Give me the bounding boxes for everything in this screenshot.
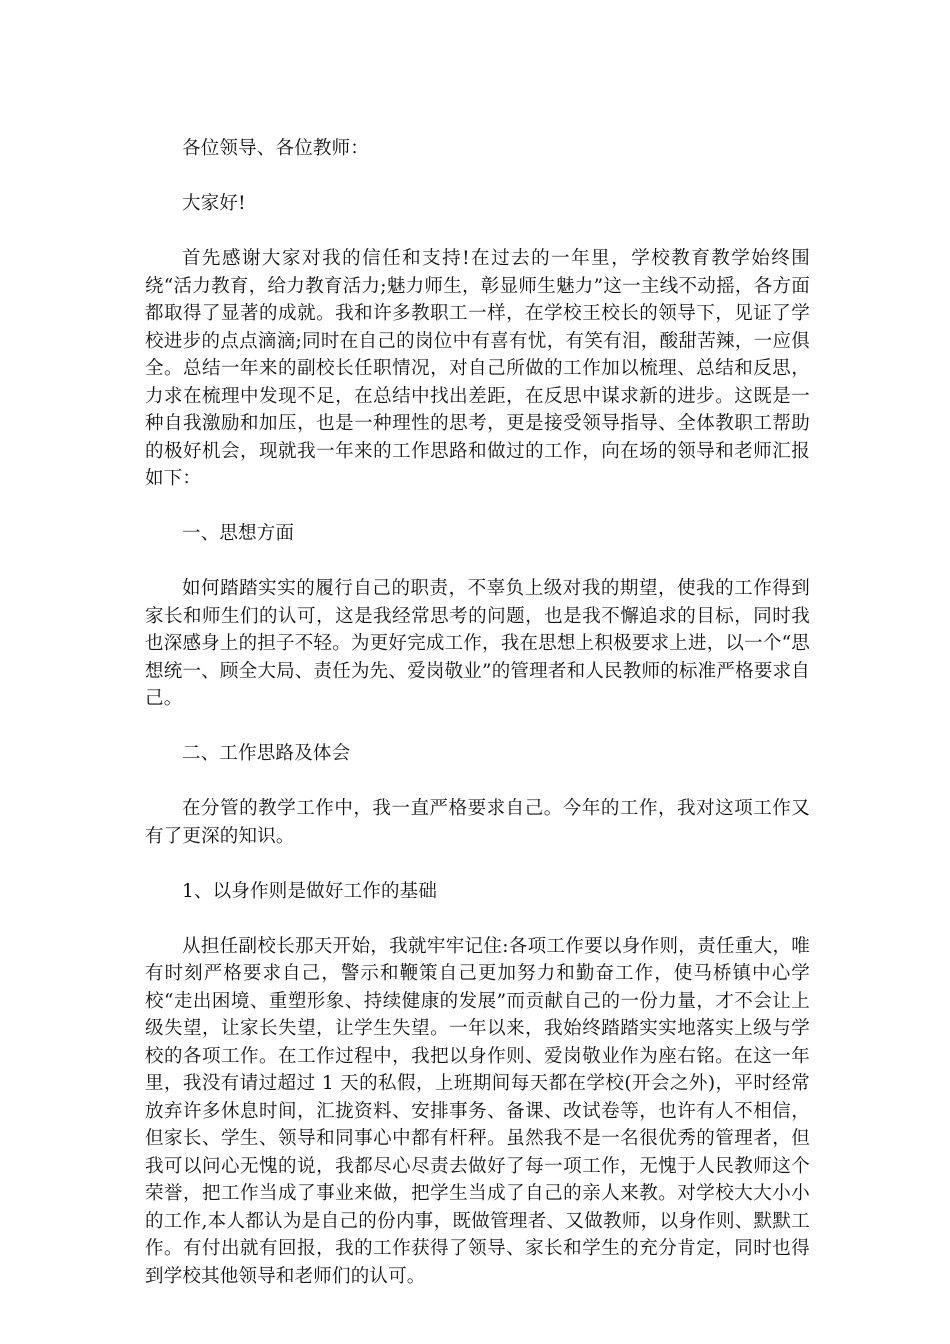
- section2-paragraph: 在分管的教学工作中，我一直严格要求自己。今年的工作，我对这项工作又有了更深的知识。: [145, 798, 810, 847]
- section1-paragraph: 如何踏踏实实的履行自己的职责，不辜负上级对我的期望，使我的工作得到家长和师生们的认可，这是我经常思考的问题，也是我不懈追求的目标，同时我也深感身上的担子不轻。为更好完成工作，我在思想上积极要求上进，以一个“思想统一、顾全大局、责任为先、爱岗敬业”的管理者和人民教师的标准严格要求自己。: [145, 578, 810, 709]
- hello-line: 大家好!: [182, 193, 246, 214]
- subsection1-heading: 1、以身作则是做好工作的基础: [182, 880, 438, 902]
- document-body: [145, 135, 810, 1318]
- section1-heading: 一、思想方面: [182, 523, 295, 544]
- section2-heading: 二、工作思路及体会: [182, 743, 351, 764]
- intro-paragraph: 首先感谢大家对我的信任和支持!在过去的一年里，学校教育教学始终围绕“活力教育，给力教育活力;魅力师生，彰显师生魅力”这一主线不动摇，各方面都取得了显著的成就。我和许多教职工一样，在学校王校长的领导下，见证了学校进步的点点滴滴;同时在自己的岗位中有喜有忧，有笑有泪，酸甜苦辣，一应俱全。总结一年来的副校长任职情况，对自己所做的工作加以梳理、总结和反思，力求在梳理中发现不足，在总结中找出差距，在反思中谋求新的进步。这既是一种自我激励和加压，也是一种理性的思考，更是接受领导指导、全体教职工帮助的极好机会，现就我一年来的工作思路和做过的工作，向在场的领导和老师汇报如下：: [145, 248, 810, 489]
- subsection1-paragraph: 从担任副校长那天开始，我就牢牢记住:各项工作要以身作则，责任重大，唯有时刻严格要求自己，警示和鞭策自己更加努力和勤奋工作，使马桥镇中心学校“走出困境、重塑形象、持续健康的发展”而贡献自己的一份力量，才不会让上级失望，让家长失望，让学生失望。一年以来，我始终踏踏实实地落实上级与学校的各项工作。在工作过程中，我把以身作则、爱岗敬业作为座右铭。在这一年里，我没有请过超过 1 天的私假，上班期间每天都在学校(开会之外)，平时经常放弃许多休息时间，汇拢资料、安排事务、备课、改试卷等，也许有人不相信，但家长、学生、领导和同事心中都有杆秤。虽然我不是一名很优秀的管理者，但我可以问心无愧的说，我都尽心尽责去做好了每一项工作，无愧于人民教师这个荣誉，把工作当成了事业来做，把学生当成了自己的亲人来教。对学校大大小小的工作,本人都认为是自己的份内事，既做管理者、又做教师，以身作则、默默工作。有付出就有回报，我的工作获得了领导、家长和学生的充分肯定，同时也得到学校其他领导和老师们的认可。: [145, 935, 810, 1287]
- greeting-line: 各位领导、各位教师：: [182, 138, 370, 159]
